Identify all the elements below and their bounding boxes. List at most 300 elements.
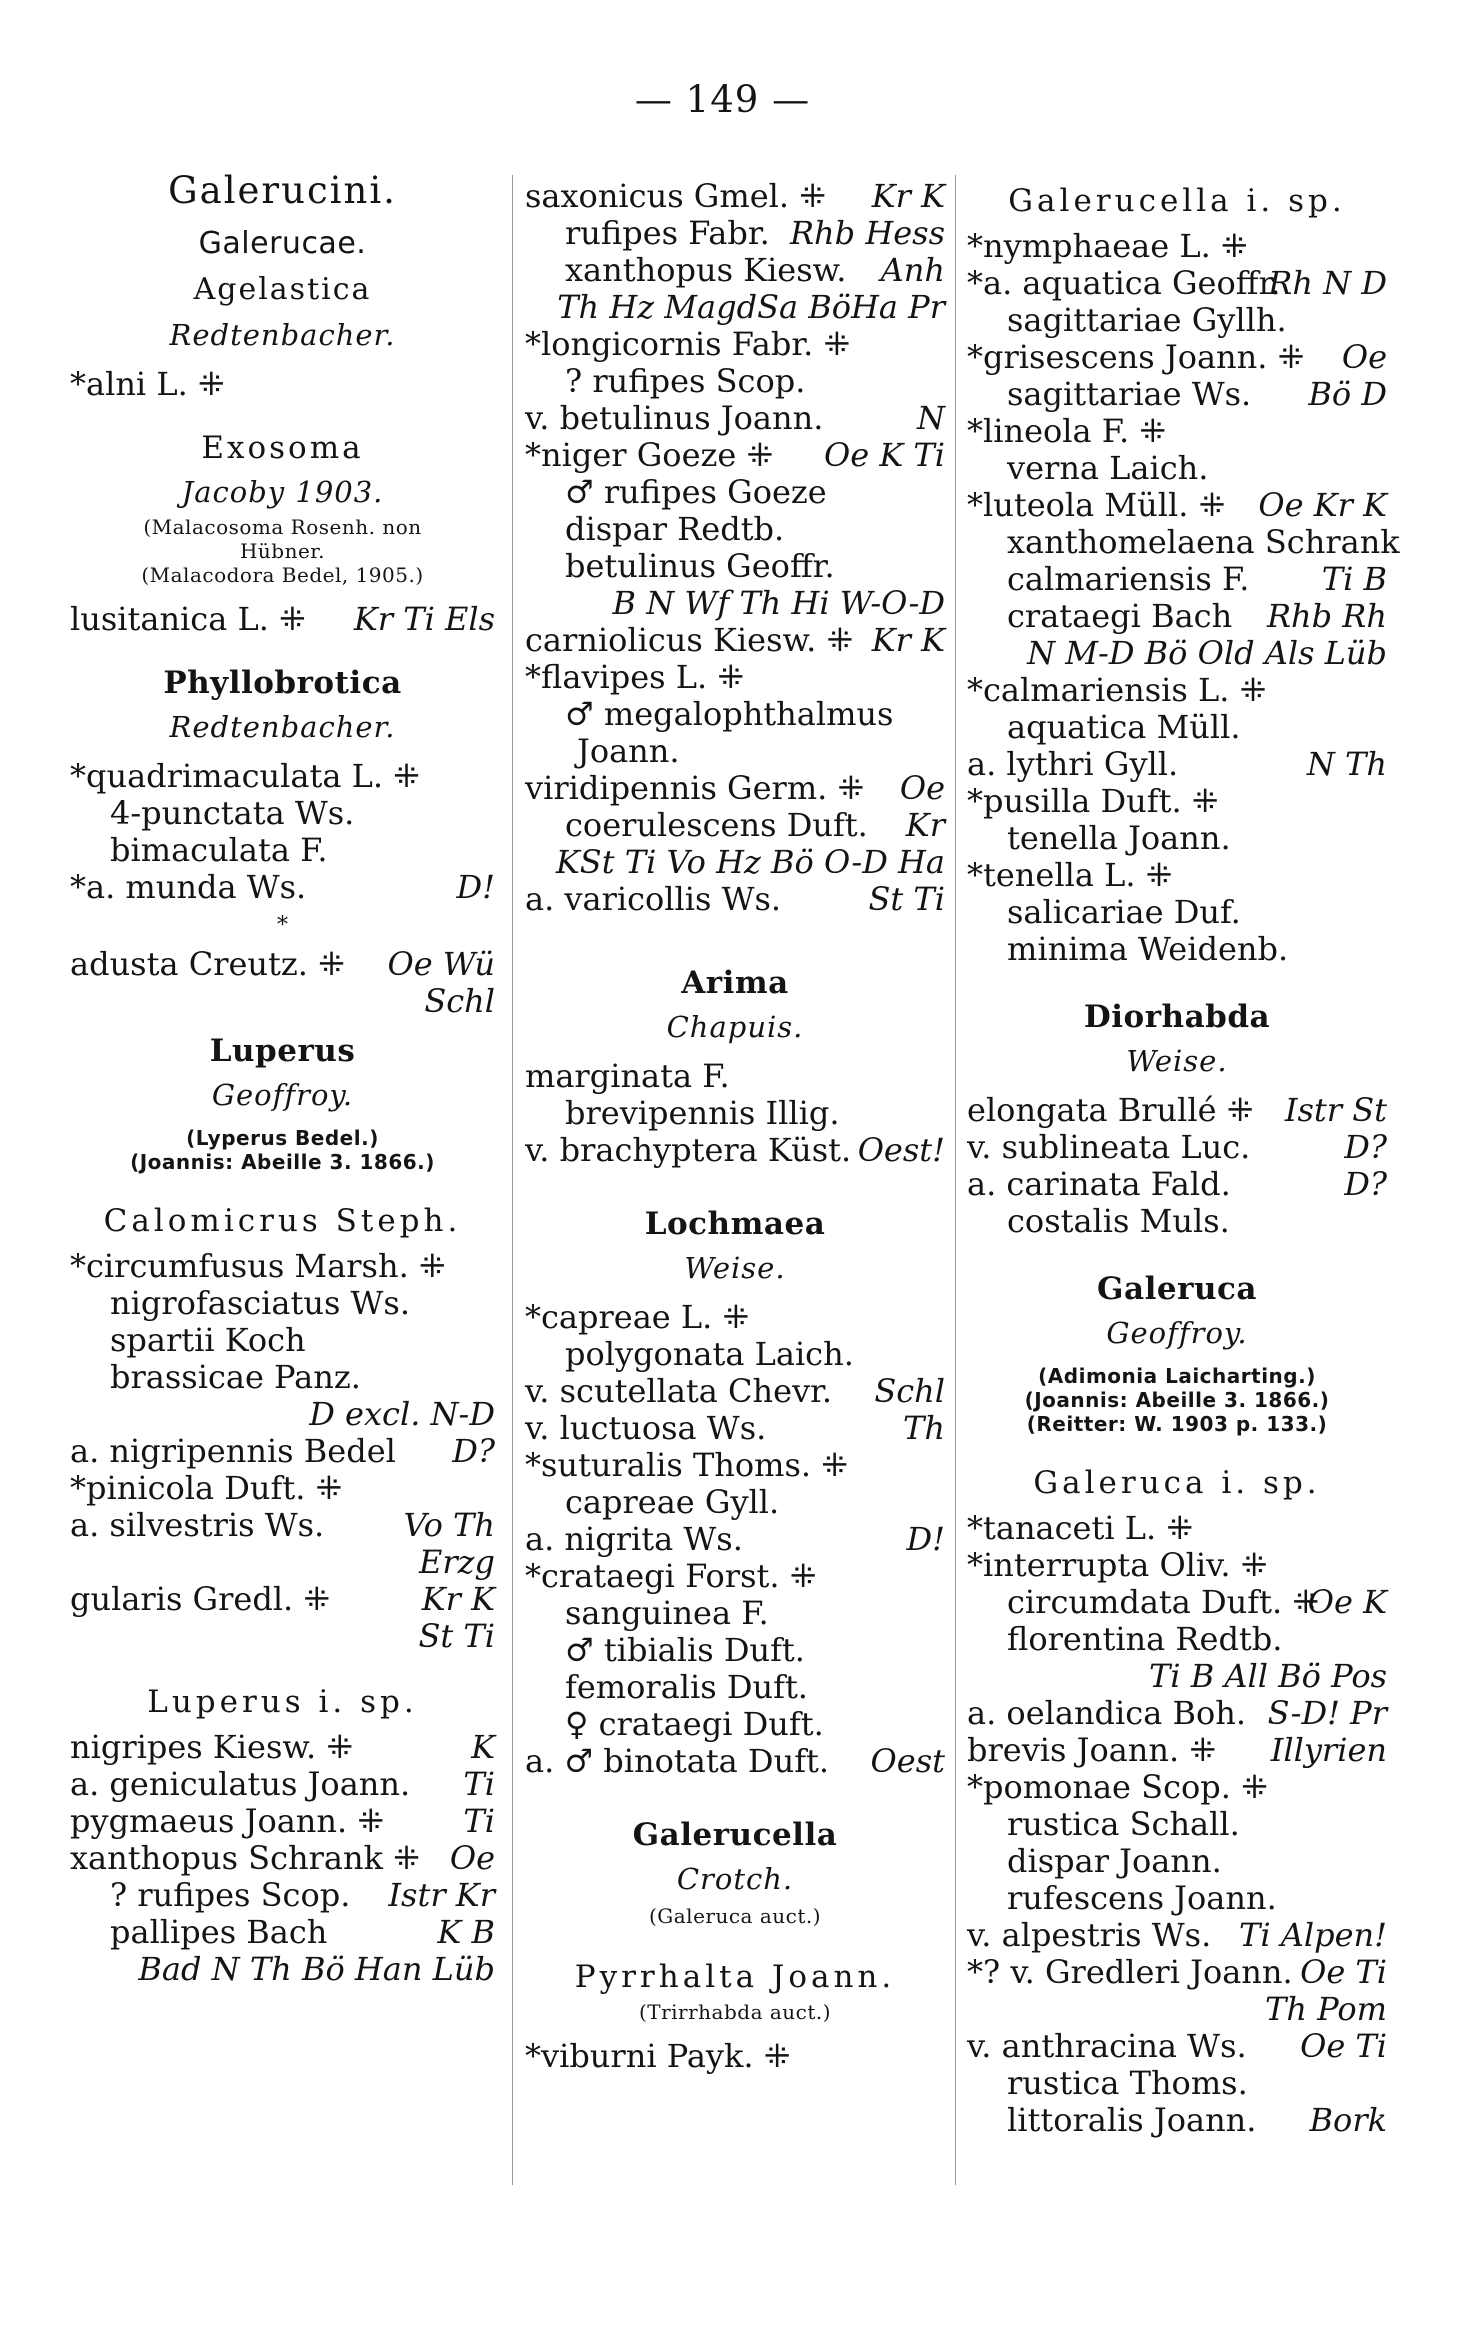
species-name: *crataegi Forst. ⁜ [525,1557,817,1595]
species-name: v. betulinus Joann. [525,399,824,437]
distribution-region: D excl. N-D [309,1395,495,1433]
species-name: *lineola F. ⁜ [967,412,1167,450]
species-name: florentina Redtb. [1007,1620,1283,1658]
separator-asterisk: * [277,913,288,938]
species-name: *suturalis Thoms. ⁜ [525,1446,849,1484]
species-name: elongata Brullé ⁜ [967,1091,1254,1129]
species-row [70,1248,495,1285]
species-list [967,227,1400,968]
species-name: brassicae Panz. [110,1358,361,1396]
species-row [525,881,945,918]
distribution-region: N M-D Bö Old Als Lüb [1027,634,1387,672]
species-row [70,1951,495,1988]
species-name: *interrupta Oliv. ⁜ [967,1546,1268,1584]
distribution-region: Kr K [871,621,945,659]
species-row [70,1396,495,1433]
distribution-region: Oe K Ti [824,436,945,474]
species-row [525,1484,945,1521]
species-name: *alni L. ⁜ [70,365,225,403]
distribution-region: Rhb Rh [1266,597,1387,635]
genus-author: Weise. [684,1251,786,1285]
species-name: *? v. Gredleri Joann. [967,1953,1293,1991]
species-name: *viburni Payk. ⁜ [525,2037,791,2075]
species-row [525,696,945,733]
synonym-note: (Galeruca auct.) [648,1904,822,1928]
species-name: nigrofasciatus Ws. [110,1284,411,1322]
species-row [525,807,945,844]
genus-author: Crotch. [676,1862,794,1896]
species-row [967,709,1387,746]
species-name: calmariensis F. [1007,560,1250,598]
species-name: spartii Koch [110,1321,306,1359]
species-name: *capreae L. ⁜ [525,1298,750,1336]
species-row [70,1766,495,1803]
species-row [70,795,495,832]
genus-heading: Arima [681,965,789,1001]
distribution-region: Th Pom [1265,1990,1387,2028]
species-row [967,672,1387,709]
distribution-region: Oe [899,769,945,807]
distribution-region: St Ti [418,1617,495,1655]
species-row [525,437,945,474]
species-name: a. varicollis Ws. [525,880,782,918]
species-row [525,659,945,696]
species-name: xanthopus Kiesw. [565,251,847,289]
species-name: a. ♂ binotata Duft. [525,1742,830,1780]
species-name: betulinus Geoffr. [565,547,835,585]
species-name: ? rufipes Scop. [565,362,806,400]
species-name: dispar Redtb. [565,510,785,548]
genus-author: Jacoby 1903. [181,475,384,509]
species-name: bimaculata F. [110,831,328,869]
distribution-region: Kr Ti Els [353,600,495,638]
species-name: v. anthracina Ws. [967,2027,1247,2065]
distribution-region: Oest [870,1742,945,1780]
species-name: v. sublineata Luc. [967,1128,1251,1166]
column-middle [525,178,945,2075]
distribution-region: D? [1344,1165,1387,1203]
distribution-region: St Ti [868,880,945,918]
species-row [70,832,495,869]
species-name: sagittariae Gyllh. [1007,301,1287,339]
species-list [70,946,495,1020]
species-row [967,1769,1387,1806]
column-divider-right [955,175,956,2185]
species-name: *grisescens Joann. ⁜ [967,338,1305,376]
species-list [967,1092,1387,1240]
species-name: *a. munda Ws. [70,868,307,906]
species-row [70,601,495,638]
species-row [525,1132,945,1169]
species-name: *a. aquatica Geoffr. [967,264,1281,302]
distribution-region: Oe [1341,338,1387,376]
species-row [967,1880,1387,1917]
species-name: capreae Gyll. [565,1483,780,1521]
species-row [525,1558,945,1595]
genus-heading: Galeruca [1097,1271,1257,1307]
genus-author: Redtenbacher. [169,710,396,744]
species-name: ? rufipes Scop. [110,1876,351,1914]
distribution-region: Rh N D [1268,264,1387,302]
species-name: xanthopus Schrank ⁜ [70,1839,420,1877]
species-name: dispar Joann. [1007,1842,1222,1880]
species-row [70,1581,495,1618]
species-name: Joann. [577,732,680,770]
species-row [967,487,1387,524]
species-row [967,1621,1387,1658]
species-list [967,1510,1387,2139]
species-row [70,1507,495,1544]
genus-author: Weise. [1126,1044,1228,1078]
species-name: *longicornis Fabr. ⁜ [525,325,851,363]
species-row [525,400,945,437]
species-name: *calmariensis L. ⁜ [967,671,1267,709]
species-row [967,1695,1387,1732]
species-row [70,1470,495,1507]
species-row [967,1092,1387,1129]
synonym-note: (Joannis: Abeille 3. 1866.) [130,1150,435,1174]
species-name: v. scutellata Chevr. [525,1372,833,1410]
species-row [525,1595,945,1632]
distribution-region: N Th [1306,745,1387,783]
species-name: *pusilla Duft. ⁜ [967,782,1219,820]
species-name: femoralis Duft. [565,1668,808,1706]
genus-author: Chapuis. [666,1010,804,1044]
species-name: *luteola Müll. ⁜ [967,486,1226,524]
column-left [70,168,495,1988]
subgenus-heading: Luperus i. sp. [147,1684,418,1720]
species-name: a. nigrita Ws. [525,1520,743,1558]
distribution-region: Oe Ti [1300,1953,1387,1991]
species-row [70,1840,495,1877]
species-row [70,869,495,906]
distribution-region: D? [452,1432,495,1470]
species-name: costalis Muls. [1007,1202,1230,1240]
genus-heading: Phyllobrotica [163,665,402,701]
species-name: ♂ rufipes Goeze [565,473,827,511]
distribution-region: Schl [424,982,495,1020]
species-name: sanguinea F. [565,1594,769,1632]
species-name: *flavipes L. ⁜ [525,658,745,696]
species-row [525,770,945,807]
species-name: a. carinata Fald. [967,1165,1231,1203]
species-name: nigripes Kiesw. ⁜ [70,1728,354,1766]
distribution-region: Vo Th [403,1506,495,1544]
species-row [967,413,1387,450]
species-name: circumdata Duft. ⁜ [1007,1583,1320,1621]
species-row [967,1843,1387,1880]
species-row [967,2028,1387,2065]
species-name: viridipennis Germ. ⁜ [525,769,865,807]
species-name: lusitanica L. ⁜ [70,600,306,638]
species-row [525,1669,945,1706]
species-name: *quadrimaculata L. ⁜ [70,757,420,795]
species-name: a. oelandica Boh. [967,1694,1246,1732]
species-row [70,1877,495,1914]
distribution-region: Kr K [421,1580,495,1618]
genus-author: Redtenbacher. [169,318,396,352]
distribution-region: Ti B [1321,560,1387,598]
species-row [525,844,945,881]
distribution-region: B N Wf Th Hi W-O-D [612,584,945,622]
distribution-region: K B [437,1913,495,1951]
species-list [525,1299,945,1780]
species-row [967,746,1387,783]
distribution-region: Oe Kr K [1258,486,1387,524]
species-row [967,1806,1387,1843]
species-row [525,289,945,326]
species-name: a. geniculatus Joann. [70,1765,411,1803]
distribution-region: Oe Wü [387,945,495,983]
tribe-heading: Galerucini. [168,169,397,212]
species-row [525,215,945,252]
species-name: rufipes Fabr. [565,214,770,252]
column-right [967,180,1400,2139]
species-list [70,366,495,403]
species-row [70,1544,495,1581]
synonym-note: (Reitter: W. 1903 p. 133.) [1026,1412,1328,1436]
species-row [525,1095,945,1132]
species-row [70,946,495,983]
genus-author: Geoffroy. [211,1078,354,1112]
species-row [967,1991,1387,2028]
species-name: minima Weidenb. [1007,930,1289,968]
species-row [70,1618,495,1655]
species-name: carniolicus Kiesw. ⁜ [525,621,854,659]
distribution-region: Kr K [871,177,945,215]
species-row [70,758,495,795]
species-row [967,265,1387,302]
distribution-region: D? [1344,1128,1387,1166]
subgenus-heading: Galeruca i. sp. [1033,1465,1321,1501]
species-name: pygmaeus Joann. ⁜ [70,1802,385,1840]
species-row [967,1203,1387,1240]
distribution-region: D! [906,1520,945,1558]
species-name: verna Laich. [1007,449,1209,487]
distribution-region: Illyrien [1270,1731,1387,1769]
species-row [967,450,1387,487]
species-row [967,1510,1387,1547]
distribution-region: Ti Alpen! [1239,1916,1387,1954]
species-row [525,326,945,363]
species-row [967,857,1387,894]
species-row [525,585,945,622]
distribution-region: S-D! Pr [1267,1694,1387,1732]
species-row [70,1359,495,1396]
subgenus-heading: Pyrrhalta Joann. [574,1959,896,1995]
species-row [967,376,1387,413]
distribution-region: Ti [463,1802,495,1840]
species-row [525,178,945,215]
species-row [70,1729,495,1766]
species-row [967,635,1387,672]
synonym-note: (Malacosoma Rosenh. non [143,515,422,539]
synonym-note: (Lyperus Bedel.) [186,1126,379,1150]
species-name: rustica Schall. [1007,1805,1240,1843]
species-row [967,2065,1387,2102]
species-row [525,1632,945,1669]
species-name: a. lythri Gyll. [967,745,1179,783]
genus-heading: Lochmaea [644,1206,826,1242]
species-row [525,1058,945,1095]
species-name: polygonata Laich. [565,1335,854,1373]
species-name: *circumfusus Marsh. ⁜ [70,1247,446,1285]
synonym-note: (Joannis: Abeille 3. 1866.) [1024,1388,1330,1412]
species-row [70,1433,495,1470]
species-name: *nymphaeae L. ⁜ [967,227,1248,265]
species-list [70,1729,495,1988]
species-row [967,561,1387,598]
distribution-region: Oest! [857,1131,945,1169]
species-row [967,1732,1387,1769]
species-name: brevis Joann. ⁜ [967,1731,1217,1769]
species-row [967,1954,1387,1991]
species-row [525,622,945,659]
species-name: xanthomelaena Schrank [1007,523,1400,561]
subgenus-heading: Galerucella i. sp. [1008,183,1346,219]
species-name: salicariae Duf. [1007,893,1241,931]
distribution-region: Erzg [419,1543,495,1581]
distribution-region: KSt Ti Vo Hz Bö O-D Ha [555,843,945,881]
genus-heading: Agelastica [193,272,372,307]
species-row [525,1373,945,1410]
species-row [967,598,1387,635]
genus-heading: Luperus [209,1033,356,1069]
species-row [525,1447,945,1484]
species-name: a. silvestris Ws. [70,1506,325,1544]
species-name: sagittariae Ws. [1007,375,1252,413]
species-row [525,1521,945,1558]
species-name: adusta Creutz. ⁜ [70,945,345,983]
species-row [525,1706,945,1743]
species-row [967,1166,1387,1203]
species-name: ♂ tibialis Duft. [565,1631,805,1669]
genus-heading: Diorhabda [1083,999,1271,1035]
species-row [70,1285,495,1322]
species-name: *tenella L. ⁜ [967,856,1173,894]
species-row [525,548,945,585]
species-row [967,931,1387,968]
species-row [525,474,945,511]
species-row [967,302,1387,339]
distribution-region: D! [456,868,495,906]
species-list [525,1058,945,1169]
species-list [70,601,495,638]
species-name: v. alpestris Ws. [967,1916,1212,1954]
distribution-region: K [471,1728,495,1766]
species-row [967,1584,1387,1621]
distribution-region: Bork [1309,2101,1387,2139]
species-row [525,363,945,400]
distribution-region: Oe [449,1839,495,1877]
distribution-region: Istr Kr [388,1876,495,1914]
synonym-note: (Malacodora Bedel, 1905.) [141,563,424,587]
distribution-region: Istr St [1284,1091,1387,1129]
species-row [525,733,945,770]
distribution-region: Bad N Th Bö Han Lüb [138,1950,495,1988]
species-row [967,1547,1387,1584]
species-name: *niger Goeze ⁜ [525,436,774,474]
species-name: *pinicola Duft. ⁜ [70,1469,343,1507]
species-row [967,228,1387,265]
synonym-note: (Trirrhabda auct.) [638,2000,832,2024]
species-name: v. luctuosa Ws. [525,1409,767,1447]
species-row [70,1322,495,1359]
species-name: *pomonae Scop. ⁜ [967,1768,1268,1806]
species-name: aquatica Müll. [1007,708,1241,746]
species-row [967,1917,1387,1954]
species-list [70,758,495,906]
species-name: saxonicus Gmel. ⁜ [525,177,827,215]
species-name: ♂ megalophthalmus [565,695,894,733]
distribution-region: N [917,399,945,437]
distribution-region: Bö D [1308,375,1387,413]
distribution-region: Anh [880,251,945,289]
species-list [525,178,945,918]
species-row [70,1803,495,1840]
species-list [525,2038,945,2075]
species-name: marginata F. [525,1057,730,1095]
genus-author: Geoffroy. [1106,1316,1248,1350]
species-row [967,894,1387,931]
species-name: crataegi Bach [1007,597,1233,635]
genus-heading: Galerucella [632,1817,838,1853]
species-row [70,1914,495,1951]
subtribe-heading: Galerucae. [198,226,367,261]
distribution-region: Ti [463,1765,495,1803]
species-name: v. brachyptera Küst. [525,1131,852,1169]
column-divider-left [512,175,513,2185]
distribution-region: Oe K [1307,1583,1387,1621]
subgenus-heading: Calomicrus Steph. [103,1203,462,1239]
species-row [967,1129,1387,1166]
species-name: brevipennis Illig. [565,1094,840,1132]
species-row [525,252,945,289]
species-name: tenella Joann. [1007,819,1231,857]
synonym-note: Hübner. [239,539,326,563]
distribution-region: Oe Ti [1300,2027,1387,2065]
species-name: 4-punctata Ws. [110,794,355,832]
species-name: coerulescens Duft. [565,806,868,844]
synonym-note: (Adimonia Laicharting.) [1038,1364,1316,1388]
distribution-region: Th Hz MagdSa BöHa Pr [557,288,945,326]
distribution-region: Th [903,1409,945,1447]
species-row [525,1743,945,1780]
species-name: pallipes Bach [110,1913,328,1951]
species-name: *tanaceti L. ⁜ [967,1509,1194,1547]
species-row [525,1410,945,1447]
species-row [525,1299,945,1336]
species-row [967,820,1387,857]
page-number: — 149 — [634,78,811,121]
species-row [525,1336,945,1373]
species-row [967,783,1387,820]
species-row [525,511,945,548]
genus-heading: Exosoma [201,430,364,466]
species-list [70,1248,495,1655]
species-row [967,1658,1387,1695]
species-row [70,366,495,403]
distribution-region: Schl [874,1372,945,1410]
distribution-region: Ti B All Bö Pos [1148,1657,1387,1695]
species-name: littoralis Joann. [1007,2101,1257,2139]
species-row [967,523,1400,561]
species-row [967,339,1387,376]
species-name: a. nigripennis Bedel [70,1432,396,1470]
species-name: rufescens Joann. [1007,1879,1277,1917]
species-name: gularis Gredl. ⁜ [70,1580,331,1618]
species-row [967,2102,1387,2139]
